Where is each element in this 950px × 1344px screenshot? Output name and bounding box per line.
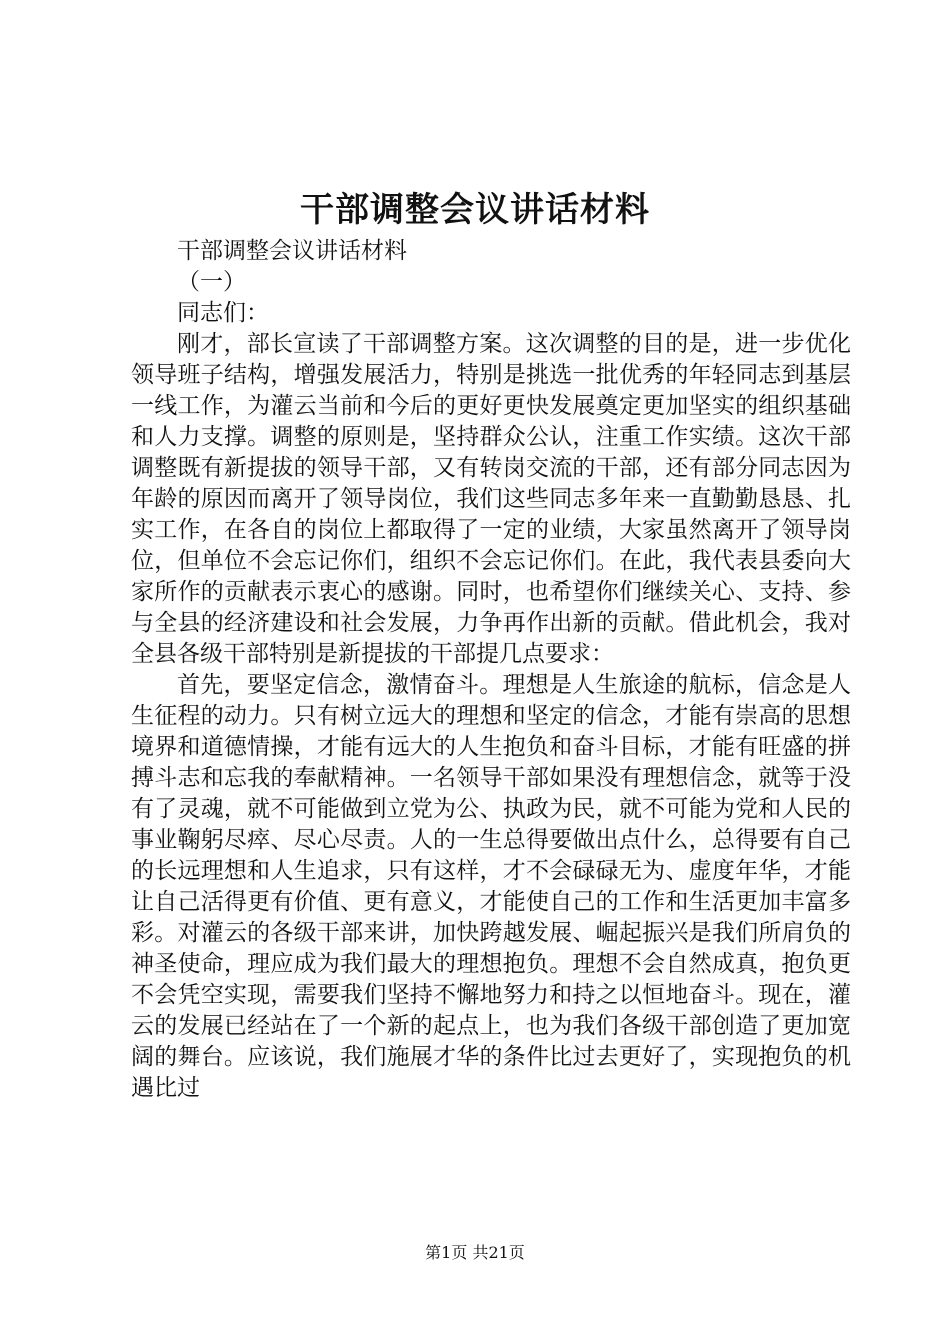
paragraph-intro: 刚才，部长宣读了干部调整方案。这次调整的目的是，进一步优化领导班子结构，增强发展活力，特别是挑选一批优秀的年轻同志到基层一线工作，为灌云当前和今后的更好更快发展奠定更加坚实的组织基础和人力支撑。调整的原则是，坚持群众公认，注重工作实绩。这次干部调整既有新提拔的领导干部，又有转岗交流的干部，还有部分同志因为年龄的原因而离开了领导岗位，我们这些同志多年来一直勤勤恳恳、扎实工作，在各自的岗位上都取得了一定的业绩，大家虽然离开了领导岗位，但单位不会忘记你们，组织不会忘记你们。在此，我代表县委向大家所作的贡献表示衷心的感谢。同时，也希望你们继续关心、支持、参与全县的经济建设和社会发展，力争再作出新的贡献。借此机会，我对全县各级干部特别是新提拔的干部提几点要求： xyxy=(131,331,851,667)
paragraph-salutation: 同志们： xyxy=(177,300,269,326)
paragraph-section-number: （一） xyxy=(177,269,246,295)
document-title: 干部调整会议讲话材料 xyxy=(300,190,650,230)
paragraph-subtitle: 干部调整会议讲话材料 xyxy=(177,238,407,264)
page-number-footer: 第1页 共21页 xyxy=(425,1243,525,1262)
document-body xyxy=(131,236,851,1104)
paragraph-first-point: 首先，要坚定信念，激情奋斗。理想是人生旅途的航标，信念是人生征程的动力。只有树立远大的理想和坚定的信念，才能有崇高的思想境界和道德情操，才能有远大的人生抱负和奋斗目标，才能有旺盛的拼搏斗志和忘我的奉献精神。一名领导干部如果没有理想信念，就等于没有了灵魂，就不可能做到立党为公、执政为民，就不可能为党和人民的事业鞠躬尽瘁、尽心尽责。人的一生总得要做出点什么，总得要有自己的长远理想和人生追求，只有这样，才不会碌碌无为、虚度年华，才能让自己活得更有价值、更有意义，才能使自己的工作和生活更加丰富多彩。对灌云的各级干部来讲，加快跨越发展、崛起振兴是我们所肩负的神圣使命，理应成为我们最大的理想抱负。理想不会自然成真，抱负更不会凭空实现，需要我们坚持不懈地努力和持之以恒地奋斗。现在，灌云的发展已经站在了一个新的起点上，也为我们各级干部创造了更加宽阔的舞台。应该说，我们施展才华的条件比过去更好了，实现抱负的机遇比过 xyxy=(131,672,851,1101)
